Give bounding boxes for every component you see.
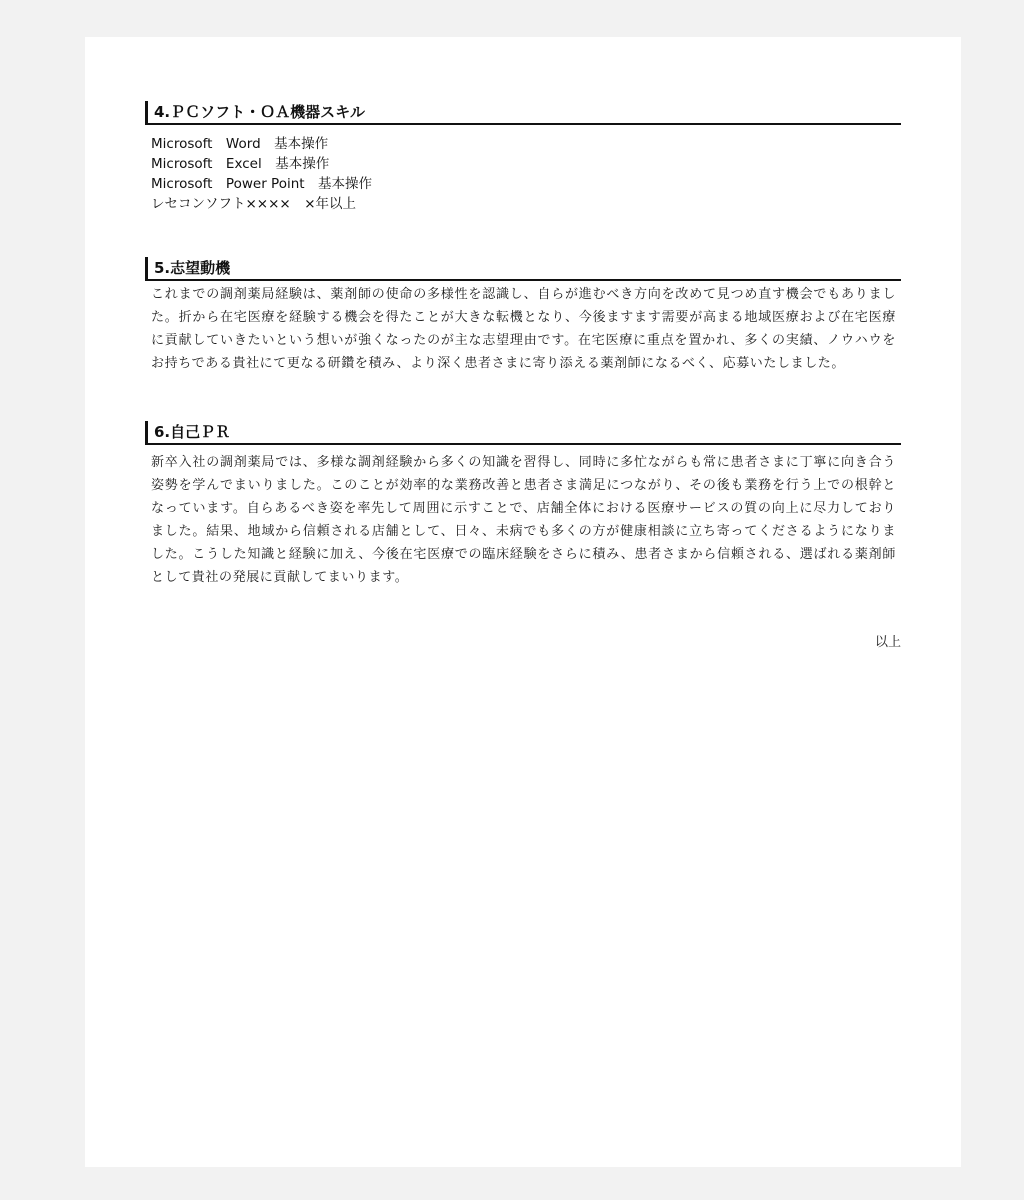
self-pr-text: 新卒入社の調剤薬局では、多様な調剤経験から多くの知識を習得し、同時に多忙ながらも常に患者さまに丁寧に向き合う姿勢を学んでまいりました。このことが効率的な業務改善と患者さま満足につながり、その後も業務を行う上での根幹となっています。自らあるべき姿を率先して周囲に示すことで、店舗全体における医療サービスの質の向上に尽力しておりました。結果、地域から信頼される店舗として、日々、未病でも多くの方が健康相談に立ち寄ってくださるようになりました。こうした知識と経験に加え、今後在宅医療での臨床経験をさらに積み、患者さまから信頼される、選ばれる薬剤師として貴社の発展に貢献してまいります。 bbox=[151, 455, 896, 585]
document-page bbox=[85, 37, 961, 1167]
closing-mark: 以上 bbox=[874, 635, 901, 650]
skill-item: Microsoft Power Point 基本操作 bbox=[151, 176, 373, 192]
section-title-motivation: 5.志望動機 bbox=[145, 257, 901, 281]
skills-list bbox=[151, 134, 372, 214]
section-title-self-pr: 6.自己ＰＲ bbox=[145, 421, 901, 445]
skill-item: レセコンソフト×××× ×年以上 bbox=[151, 196, 357, 212]
skill-item: Microsoft Excel 基本操作 bbox=[151, 156, 330, 172]
skill-item: Microsoft Word 基本操作 bbox=[151, 136, 329, 152]
motivation-text: これまでの調剤薬局経験は、薬剤師の使命の多様性を認識し、自らが進むべき方向を改めて見つめ直す機会でもありました。折から在宅医療を経験する機会を得たことが大きな転機となり、今後ますます需要が高まる地域医療および在宅医療に貢献していきたいという想いが強くなったのが主な志望理由です。在宅医療に重点を置かれ、多くの実績、ノウハウをお持ちである貴社にて更なる研鑽を積み、より深く患者さまに寄り添える薬剤師になるべく、応募いたしました。 bbox=[151, 287, 896, 371]
section-title-skills: 4.ＰＣソフト・ＯＡ機器スキル bbox=[145, 101, 901, 125]
